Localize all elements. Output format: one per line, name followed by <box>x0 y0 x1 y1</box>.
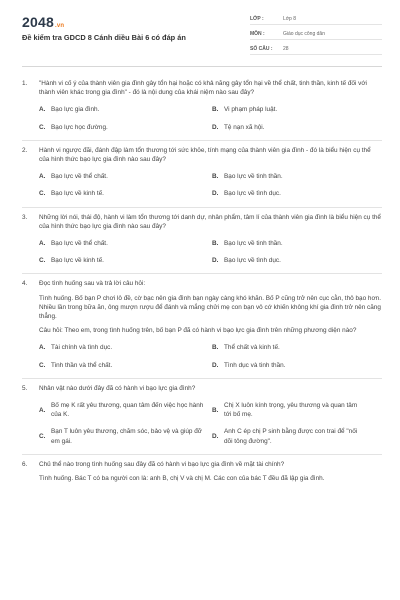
option-letter: C. <box>39 123 46 131</box>
option-text: Bạo lực gia đình. <box>51 106 100 114</box>
logo-suffix: .vn <box>54 23 65 29</box>
options <box>39 401 382 446</box>
question-list <box>0 74 400 483</box>
option-text: Thể chất và kinh tế. <box>224 344 280 352</box>
options <box>39 343 382 369</box>
situation-text: Tình huống. Bố bạn P chơi lô đề, cờ bạc nên gia đình bạn ngày càng khó khăn. Bố P cũng trở nên cục cằn, thô bạo hơn. Nhiều lần trong bữa ăn, ông mượn rượu để đánh và mắng chửi mẹ con bạn vô cớ khiến không khí gia đình trở nên căng thẳng. <box>39 294 381 321</box>
question-text: Nhân vật nào dưới đây đã có hành vi bạo lực gia đình? <box>39 384 196 392</box>
page-title: Đề kiểm tra GDCD 8 Cánh diều Bài 6 có đáp án <box>22 33 186 42</box>
option-d[interactable] <box>212 427 372 445</box>
meta-label: MÔN : <box>250 30 265 37</box>
option-b[interactable] <box>212 343 372 352</box>
option-letter: A. <box>39 173 46 181</box>
option-letter: B. <box>212 344 219 352</box>
header-divider <box>22 66 382 67</box>
option-letter: C. <box>39 257 46 265</box>
option-c[interactable] <box>39 256 212 265</box>
option-c[interactable] <box>39 189 212 198</box>
question-number: 4. <box>22 280 28 288</box>
options <box>39 172 382 198</box>
options <box>39 239 382 265</box>
site-logo[interactable] <box>22 14 64 30</box>
option-text: Bạo lực về kinh tế. <box>51 257 104 265</box>
option-letter: A. <box>39 344 46 352</box>
option-letter: A. <box>39 406 46 414</box>
situation-text: Tình huống. Bác T có ba người con là: anh B, chị V và chị M. Các con của bác T đều đã lập gia đình. <box>39 475 325 483</box>
option-letter: B. <box>212 406 219 414</box>
option-text: Anh C ép chị P sinh bằng được con trai để "nối dõi tông đường". <box>224 428 358 445</box>
question-text: "Hành vi cố ý của thành viên gia đình gây tổn hại hoặc có khả năng gây tổn hại về thể chất, tinh thần, kinh tế đối với thành viên khác trong gia đình" - đó là nội dung của khái niệm nào sau đây? <box>39 80 367 97</box>
option-b[interactable] <box>212 172 372 181</box>
option-letter: B. <box>212 240 219 248</box>
option-a[interactable] <box>39 239 212 248</box>
option-b[interactable] <box>212 239 372 248</box>
sub-question-text: Câu hỏi: Theo em, trong tình huống trên, bố bạn P đã có hành vi bạo lực gia đình trên những phương diện nào? <box>39 327 357 335</box>
option-d[interactable] <box>212 189 372 198</box>
option-a[interactable] <box>39 105 212 114</box>
question-text: Những lời nói, thái độ, hành vi làm tổn thương tới danh dự, nhân phẩm, tâm lí của thành viên gia đình là biểu hiện cụ thể của hình thức bạo lực gia đình nào sau đây? <box>39 213 381 230</box>
option-text: Bạo lực về tinh thần. <box>224 173 283 181</box>
question-2 <box>22 141 382 208</box>
option-text: Bạo lực về tinh thần. <box>224 240 283 248</box>
question-number: 6. <box>22 460 28 468</box>
option-letter: D. <box>212 257 219 265</box>
option-letter: A. <box>39 240 46 248</box>
option-b[interactable] <box>212 105 372 114</box>
logo-text: 2048 <box>22 14 54 30</box>
question-number: 5. <box>22 384 28 392</box>
option-d[interactable] <box>212 361 372 370</box>
option-text: Tinh thần và thể chất. <box>51 361 113 369</box>
option-letter: B. <box>212 173 219 181</box>
option-c[interactable] <box>39 361 212 370</box>
question-number: 2. <box>22 146 28 154</box>
meta-row-subject <box>250 28 382 40</box>
question-3 <box>22 208 382 275</box>
option-text: Bạo lực về kinh tế. <box>51 190 104 198</box>
question-number: 1. <box>22 80 28 87</box>
option-text: Bạo lực học đường. <box>51 123 108 131</box>
option-text: Vi phạm pháp luật. <box>224 106 278 114</box>
meta-row-class <box>250 13 382 25</box>
option-d[interactable] <box>212 256 372 265</box>
option-letter: C. <box>39 433 46 441</box>
meta-label: SỐ CÂU : <box>250 45 273 52</box>
option-text: Bạo lực về tình dục. <box>224 190 281 198</box>
option-d[interactable] <box>212 123 372 132</box>
option-text: Bạo lực về thể chất. <box>51 173 108 181</box>
question-text: Đọc tình huống sau và trả lời câu hỏi: <box>39 280 146 288</box>
meta-value: Lớp 8 <box>283 15 297 22</box>
option-text: Bạo lực về thể chất. <box>51 240 108 248</box>
option-text: Bạn T luôn yêu thương, chăm sóc, bảo vệ và giúp đỡ em gái. <box>51 428 202 445</box>
option-letter: D. <box>212 361 219 369</box>
options <box>39 105 382 131</box>
option-c[interactable] <box>39 427 212 445</box>
question-text: Chủ thể nào trong tình huống sau đây đã có hành vi bạo lực gia đình về mặt tài chính? <box>39 460 285 468</box>
option-a[interactable] <box>39 172 212 181</box>
option-text: Bố mẹ K rất yêu thương, quan tâm đến việc học hành của K. <box>51 402 204 419</box>
question-4 <box>22 274 382 378</box>
option-text: Tệ nạn xã hội. <box>224 123 265 131</box>
option-text: Tình dục và tinh thần. <box>224 361 286 369</box>
option-text: Bạo lực về tình dục. <box>224 257 281 265</box>
option-letter: D. <box>212 123 219 131</box>
question-number: 3. <box>22 213 28 221</box>
option-a[interactable] <box>39 401 212 419</box>
exam-meta <box>250 13 382 58</box>
option-letter: A. <box>39 106 46 114</box>
meta-value: 28 <box>283 45 289 52</box>
option-a[interactable] <box>39 343 212 352</box>
option-letter: C. <box>39 190 46 198</box>
option-letter: D. <box>212 433 219 441</box>
question-5 <box>22 379 382 455</box>
meta-label: LỚP : <box>250 15 264 22</box>
option-letter: D. <box>212 190 219 198</box>
meta-row-count <box>250 43 382 55</box>
option-c[interactable] <box>39 123 212 132</box>
option-b[interactable] <box>212 401 372 419</box>
option-letter: C. <box>39 361 46 369</box>
question-text: Hành vi ngược đãi, đánh đập làm tổn thương tới sức khỏe, tính mạng của thành viên gia đình - đó là biểu hiện cụ thể của hình thức bạo lực gia đình nào sau đây? <box>39 146 371 164</box>
option-text: Chị X luôn kính trọng, yêu thương và quan tâm tới bố mẹ. <box>224 402 358 419</box>
question-6 <box>22 455 382 483</box>
header <box>0 0 400 70</box>
option-text: Tài chính và tình dục. <box>51 344 113 352</box>
option-letter: B. <box>212 106 219 114</box>
question-1 <box>22 74 382 141</box>
meta-value: Giáo dục công dân <box>283 30 325 37</box>
